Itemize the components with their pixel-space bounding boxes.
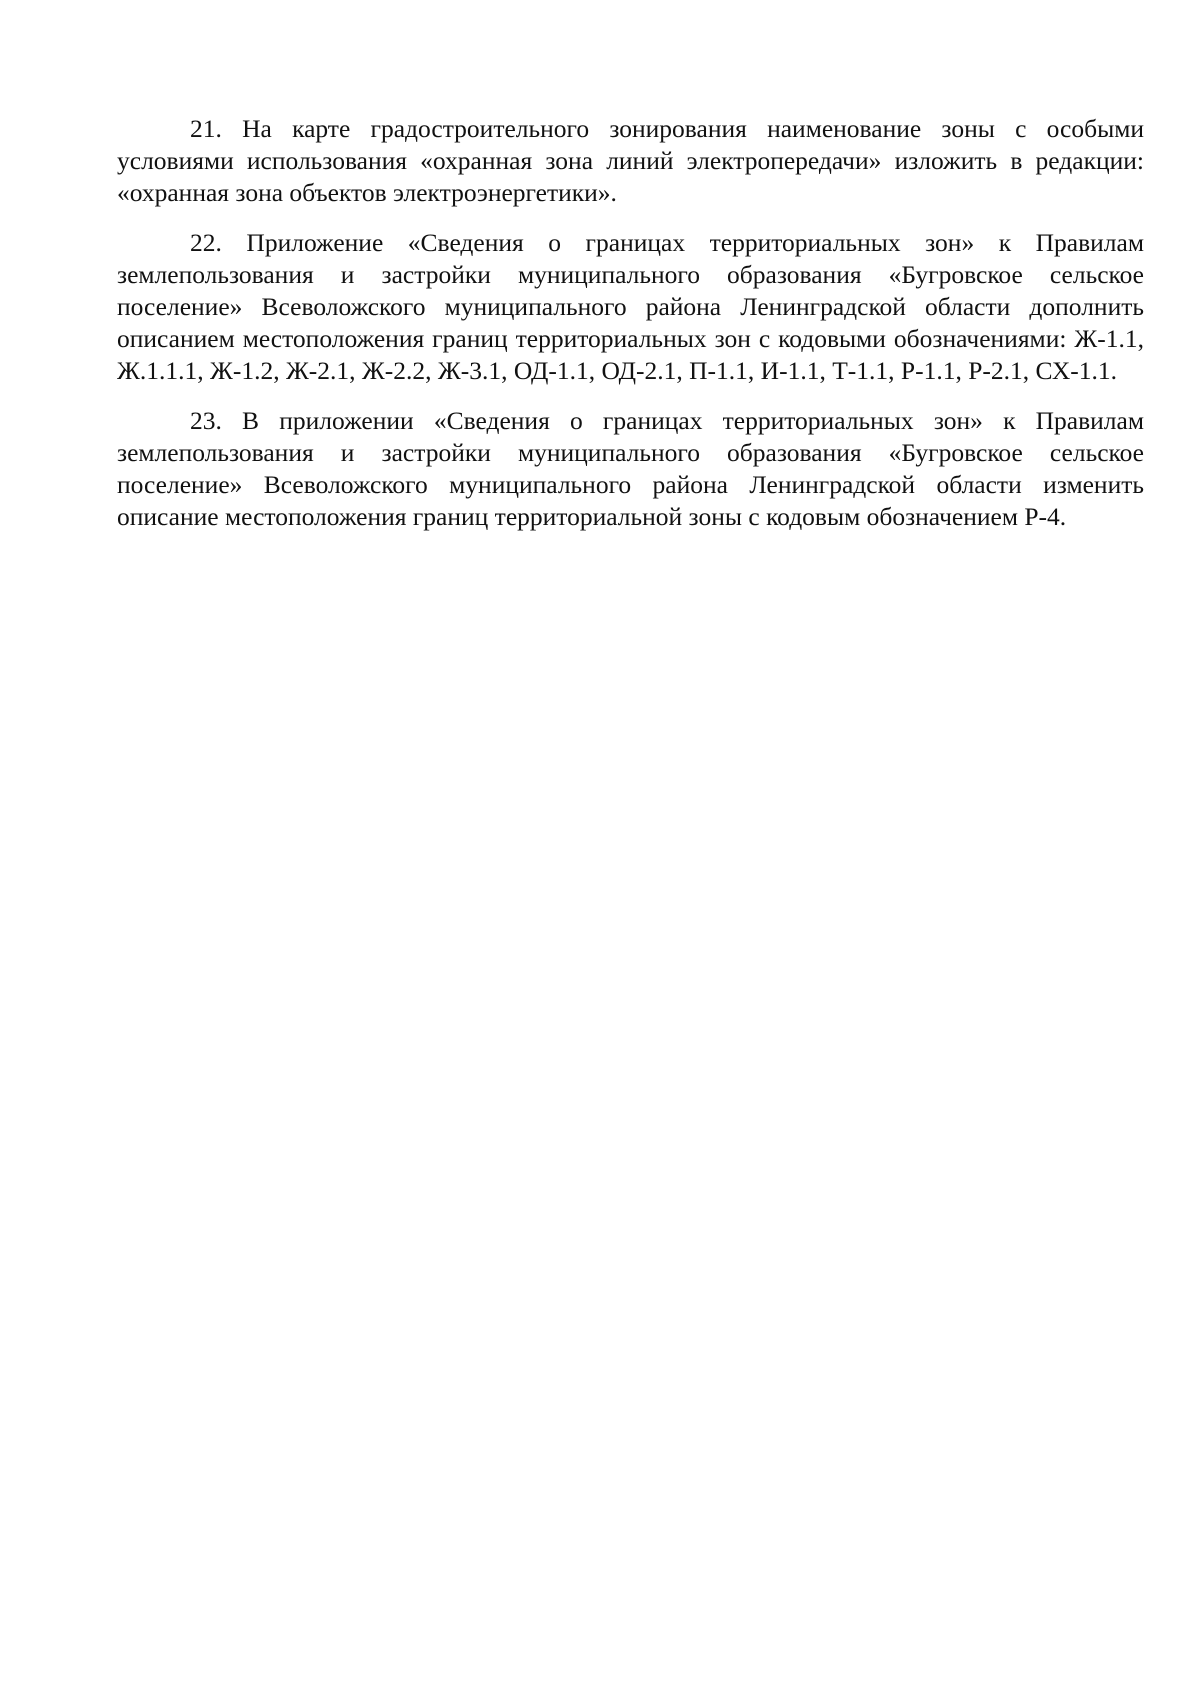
paragraph-23: 23. В приложении «Сведения о границах территориальных зон» к Правилам землепользования и застройки муниципального образования «Бугровское сельское поселение» Всеволожского муниципального района Ленинградской области изменить описание местоположения границ территориальной зоны с кодовым обозначением Р-4. [117, 406, 1144, 531]
paragraph-21: 21. На карте градостроительного зонирования наименование зоны с особыми условиями использования «охранная зона линий электропередачи» изложить в редакции: «охранная зона объектов электроэнергетики». [117, 114, 1144, 207]
paragraph-22: 22. Приложение «Сведения о границах территориальных зон» к Правилам землепользования и застройки муниципального образования «Бугровское сельское поселение» Всеволожского муниципального района Ленинградской области дополнить описанием местоположения границ территориальных зон с кодовыми обозначениями: Ж-1.1, Ж.1.1.1, Ж-1.2, Ж-2.1, Ж-2.2, Ж-3.1, ОД-1.1, ОД-2.1, П-1.1, И-1.1, Т-1.1, Р-1.1, Р-2.1, СХ-1.1. [117, 228, 1144, 385]
